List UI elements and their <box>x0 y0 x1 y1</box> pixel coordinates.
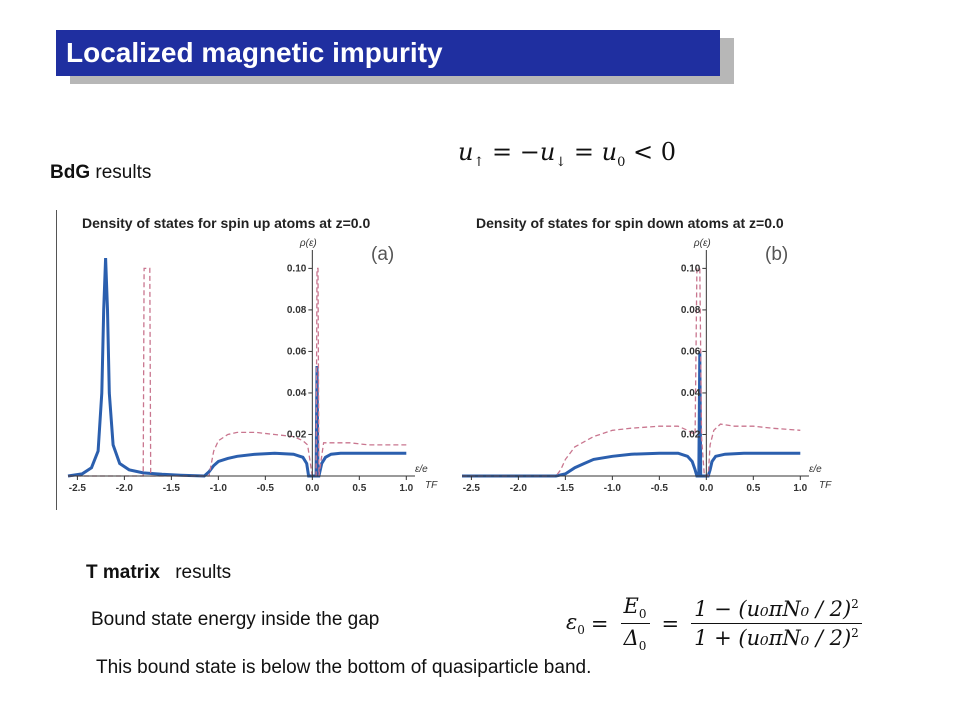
tmatrix-bold: T matrix <box>86 562 160 583</box>
x-tick-label: 0.0 <box>305 483 320 494</box>
x-tick-label: 1.0 <box>399 483 414 494</box>
x-tick-label: 1.0 <box>793 483 808 494</box>
chart-title: Density of states for spin up atoms at z=0.0 <box>82 215 371 231</box>
x-tick-label: 0.5 <box>352 483 367 494</box>
x-tick-label: -0.5 <box>256 483 274 494</box>
chart-title: Density of states for spin down atoms at z=0.0 <box>476 215 784 231</box>
x-tick-label: -2.5 <box>462 483 481 494</box>
y-tick-label: 0.08 <box>286 304 307 316</box>
y-axis-label: ρ(ε) <box>693 238 711 249</box>
eq-frac-ratio: $\frac{E_0}{\Delta_0}$ <box>621 594 650 653</box>
eq-frac-expression: $\frac{1 - (u_0\pi N_0 / 2)^2}{1 + (u_0\pi N_0 / 2)^2}$ <box>691 597 862 650</box>
y-tick-label: 0.06 <box>286 346 307 358</box>
x-axis-label-sub: TF <box>819 480 832 491</box>
panel-label: (b) <box>765 244 789 265</box>
dos-panel-spin-down <box>450 210 845 510</box>
x-tick-label: 0.5 <box>746 483 761 494</box>
x-tick-label: -1.5 <box>162 483 180 494</box>
equation-potential: $u_↑ = -u_↓ = u_0 < 0$ <box>458 138 677 170</box>
panel-label: (a) <box>371 244 395 265</box>
x-axis-label: ε/e <box>415 464 428 475</box>
x-tick-label: -2.0 <box>509 483 528 494</box>
slide-title: Localized magnetic impurity <box>56 30 720 76</box>
bdg-rest: results <box>90 162 152 183</box>
y-tick-label: 0.06 <box>680 346 701 358</box>
dos-chart-svg <box>450 210 845 510</box>
y-tick-label: 0.04 <box>680 387 701 399</box>
x-tick-label: -1.0 <box>603 483 621 494</box>
equation-bound-state: $\varepsilon_0$ = $\frac{E_0}{\Delta_0}$ = $\frac{1 - (u_0\pi N_0 / 2)^2}{1 + (u_0\pi N_0 / 2)^2}$ <box>566 594 868 653</box>
bound-state-text: Bound state energy inside the gap <box>91 609 380 630</box>
x-axis-label: ε/e <box>809 464 822 475</box>
y-tick-label: 0.08 <box>680 304 701 316</box>
y-tick-label: 0.02 <box>286 429 307 441</box>
tmatrix-results-label <box>86 562 231 584</box>
y-tick-label: 0.04 <box>286 387 307 399</box>
eq-lhs: $\varepsilon_0$ <box>566 610 585 638</box>
dos-chart-svg <box>56 210 451 510</box>
x-tick-label: -1.0 <box>209 483 227 494</box>
y-axis-label: ρ(ε) <box>299 238 317 249</box>
x-axis-label-sub: TF <box>425 480 438 491</box>
y-tick-label: 0.10 <box>680 263 701 275</box>
dos-panel-spin-up <box>56 210 451 510</box>
x-tick-label: -0.5 <box>650 483 668 494</box>
y-tick-label: 0.02 <box>680 429 701 441</box>
tmatrix-rest: results <box>175 562 232 583</box>
x-tick-label: -2.0 <box>115 483 134 494</box>
y-tick-label: 0.10 <box>286 263 307 275</box>
x-tick-label: -2.5 <box>68 483 87 494</box>
x-tick-label: -1.5 <box>556 483 574 494</box>
bdg-bold: BdG <box>50 162 91 183</box>
x-tick-label: 0.0 <box>699 483 714 494</box>
conclusion-text: This bound state is below the bottom of quasiparticle band. <box>96 657 592 678</box>
bdg-results-label <box>50 162 151 184</box>
